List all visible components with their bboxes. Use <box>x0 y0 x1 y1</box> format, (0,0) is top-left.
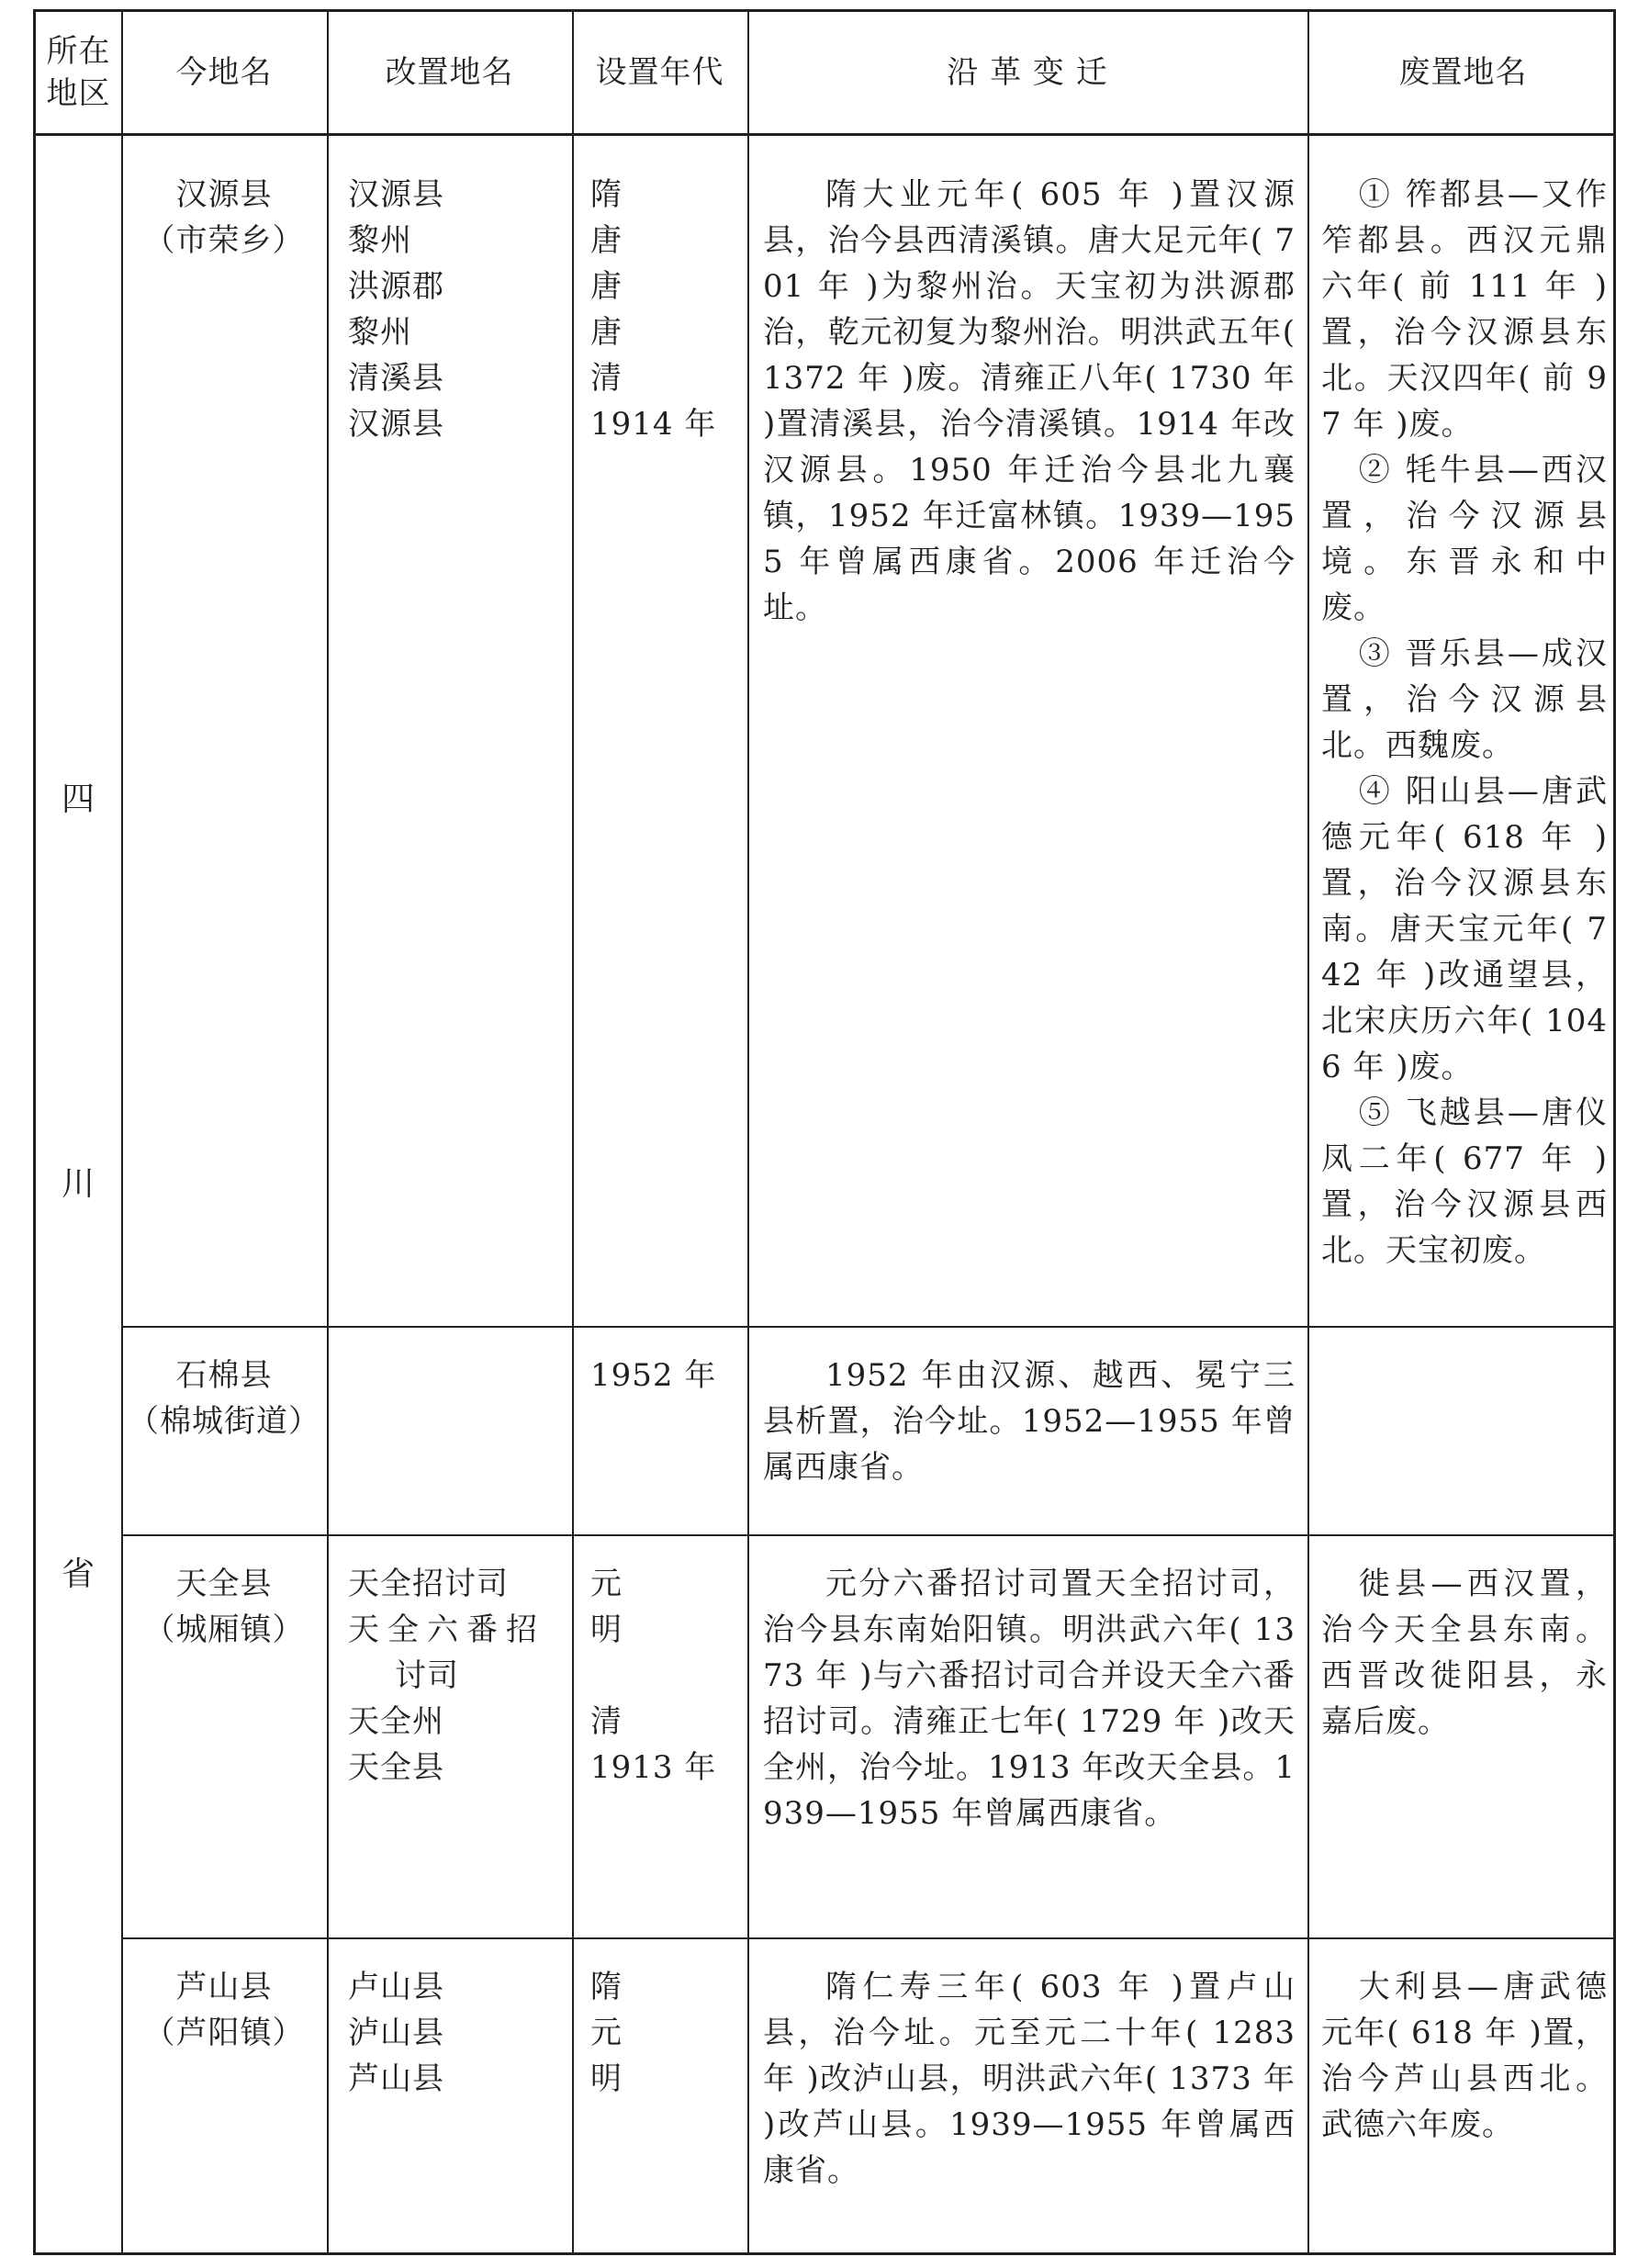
col-divider <box>1307 12 1309 2252</box>
col-divider <box>121 12 123 2252</box>
region-char: 四 <box>61 780 95 818</box>
history-table <box>33 9 1616 2255</box>
abolished-note: ② 牦牛县—西汉置，治今汉源县境。东晋永和中废。 <box>1321 452 1608 626</box>
row-era-list: 隋 唐 唐 唐 清 1914 年 <box>590 176 717 443</box>
row-abolished-list <box>1321 1561 1608 1745</box>
col-divider <box>327 12 329 2252</box>
row-divider <box>121 1534 1613 1536</box>
header-era: 设置年代 <box>595 54 724 91</box>
abolished-note: ④ 阳山县—唐武德元年( 618 年 )置，治今汉源县东南。唐天宝元年( 742 年 )改通望县，北宋庆历六年( 1046 年 )废。 <box>1321 773 1608 1085</box>
row-renamed-list: 卢山县 泸山县 芦山县 <box>348 1969 444 2097</box>
row-divider <box>121 1937 1613 1939</box>
row-abolished-list <box>1321 172 1608 1274</box>
header-current-name: 今地名 <box>175 54 273 91</box>
row-current-name: 石棉县 （棉城街道） <box>128 1357 320 1440</box>
abolished-note: 大利县—唐武德元年( 618 年 )置，治今芦山县西北。武德六年废。 <box>1321 1969 1608 2143</box>
col-divider <box>572 12 574 2252</box>
row-renamed-list: 天全招讨司 天全六番招 讨司 天全州 天全县 <box>348 1566 545 1786</box>
row-era-list: 1952 年 <box>590 1357 717 1394</box>
header-history: 沿 革 变 迁 <box>947 54 1108 91</box>
row-era-list: 元 明 清 1913 年 <box>590 1566 717 1786</box>
region-char: 川 <box>61 1165 95 1203</box>
abolished-note: ⑤ 飞越县—唐仪凤二年( 677 年 )置，治今汉源县西北。天宝初废。 <box>1321 1095 1608 1269</box>
row-abolished-list <box>1321 1964 1608 2148</box>
header-region: 所在 地区 <box>46 33 111 112</box>
row-current-name: 汉源县 （市荣乡） <box>143 176 305 259</box>
row-history-text: 隋仁寿三年( 603 年 )置卢山县，治今址。元至元二十年( 1283 年 )改泸山县，明洪武六年( 1373 年 )改芦山县。1939—1955 年曾属西康省。 <box>763 1969 1296 2189</box>
row-history-text: 1952 年由汉源、越西、冕宁三县析置，治今址。1952—1955 年曾属西康省。 <box>763 1357 1296 1486</box>
abolished-note: ③ 晋乐县—成汉置，治今汉源县北。西魏废。 <box>1321 635 1608 764</box>
row-history-text: 隋大业元年( 605 年 )置汉源县，治今县西清溪镇。唐大足元年( 701 年 )为黎州治。天宝初为洪源郡治，乾元初复为黎州治。明洪武五年( 1372 年 )废。清雍正八年( 1730 年 )置清溪县，治今清溪镇。1914 年改汉源县。1950 年迁治今县北九襄镇，1952 年迁富林镇。1939—1955 年曾属西康省。2006 年迁治今址。 <box>763 176 1296 626</box>
row-current-name: 芦山县 （芦阳镇） <box>143 1969 305 2051</box>
col-divider <box>747 12 749 2252</box>
header-abolished: 废置地名 <box>1398 54 1528 91</box>
row-divider <box>121 1326 1613 1328</box>
row-history-text: 元分六番招讨司置天全招讨司，治今县东南始阳镇。明洪武六年( 1373 年 )与六番招讨司合并设天全六番招讨司。清雍正七年( 1729 年 )改天全州，治今址。1913 年改天全县。1939—1955 年曾属西康省。 <box>763 1566 1296 1832</box>
abolished-note: 徙县—西汉置，治今天全县东南。西晋改徙阳县，永嘉后废。 <box>1321 1566 1608 1740</box>
header-divider <box>36 133 1613 136</box>
row-renamed-list: 汉源县 黎州 洪源郡 黎州 清溪县 汉源县 <box>348 176 444 443</box>
region-char: 省 <box>61 1555 95 1593</box>
header-renamed: 改置地名 <box>385 54 514 91</box>
abolished-note: ① 筰都县—又作笮都县。西汉元鼎六年( 前 111 年 )置，治今汉源县东北。天汉四年( 前 97 年 )废。 <box>1321 176 1608 443</box>
row-era-list: 隋 元 明 <box>590 1969 623 2097</box>
row-current-name: 天全县 （城厢镇） <box>143 1566 305 1648</box>
